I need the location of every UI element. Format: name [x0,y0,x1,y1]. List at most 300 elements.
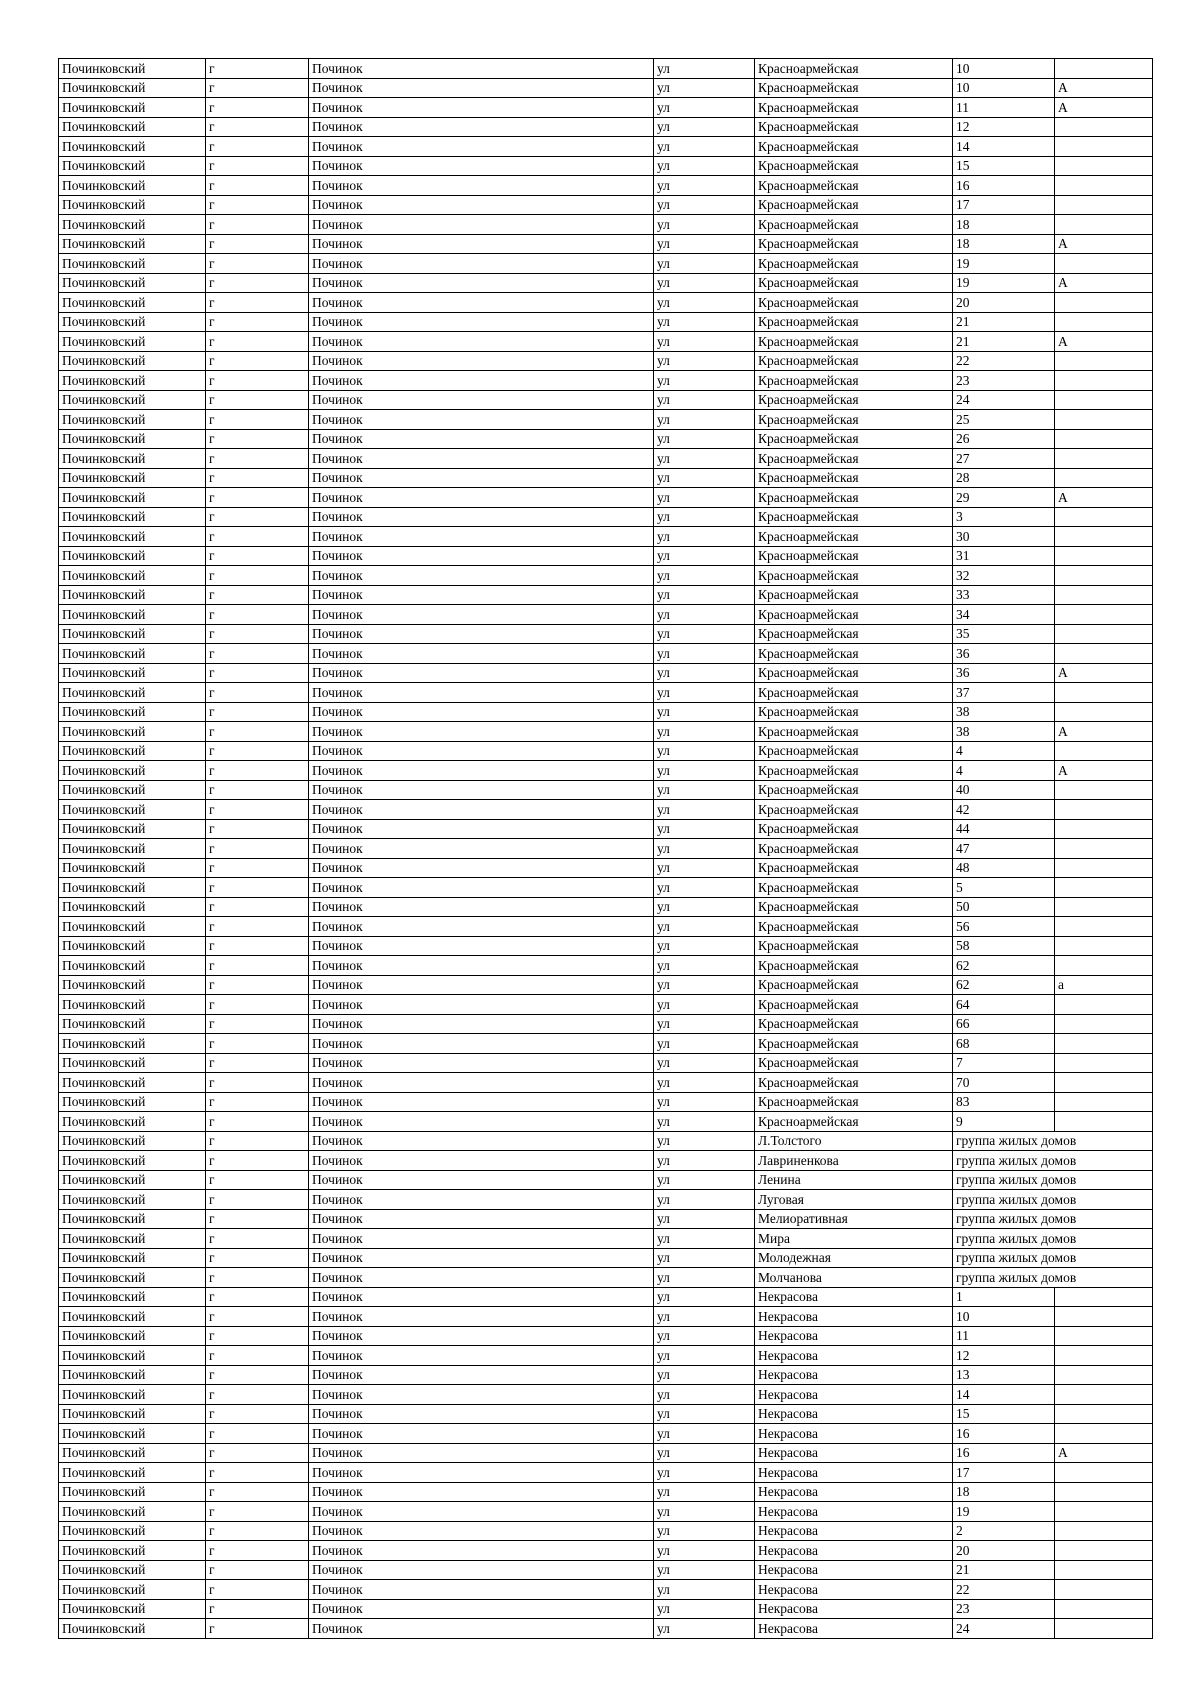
settlement-type-cell: г [206,527,309,547]
street-cell: Красноармейская [755,605,953,625]
table-row [59,956,1153,976]
house-number-cell: 35 [953,624,1055,644]
settlement-cell: Починок [309,176,654,196]
street-type-cell: ул [654,1229,755,1249]
house-number-cell: 30 [953,527,1055,547]
settlement-type-cell: г [206,59,309,79]
settlement-cell: Починок [309,59,654,79]
table-row [59,1092,1153,1112]
house-number-cell: 68 [953,1034,1055,1054]
house-number-cell: 42 [953,800,1055,820]
building-letter-cell [1055,1112,1153,1132]
table-row [59,176,1153,196]
table-row [59,1151,1153,1171]
table-row [59,273,1153,293]
street-cell: Красноармейская [755,956,953,976]
table-row [59,761,1153,781]
settlement-cell: Починок [309,1482,654,1502]
district-cell: Починковский [59,351,206,371]
building-letter-cell [1055,546,1153,566]
settlement-type-cell: г [206,683,309,703]
settlement-cell: Починок [309,215,654,235]
settlement-type-cell: г [206,1443,309,1463]
settlement-cell: Починок [309,1580,654,1600]
district-cell: Починковский [59,1482,206,1502]
building-letter-cell [1055,683,1153,703]
street-type-cell: ул [654,1248,755,1268]
settlement-type-cell: г [206,98,309,118]
settlement-cell: Починок [309,722,654,742]
street-type-cell: ул [654,1560,755,1580]
house-number-cell: 17 [953,195,1055,215]
street-cell: Красноармейская [755,1092,953,1112]
district-cell: Починковский [59,371,206,391]
settlement-type-cell: г [206,819,309,839]
street-cell: Красноармейская [755,59,953,79]
street-type-cell: ул [654,585,755,605]
house-number-cell: 10 [953,78,1055,98]
street-cell: Некрасова [755,1307,953,1327]
street-cell: Некрасова [755,1463,953,1483]
street-cell: Красноармейская [755,273,953,293]
building-letter-cell [1055,741,1153,761]
district-cell: Починковский [59,683,206,703]
house-number-cell: 10 [953,59,1055,79]
house-number-cell: группа жилых домов [953,1151,1153,1171]
settlement-type-cell: г [206,1502,309,1522]
building-letter-cell [1055,1073,1153,1093]
street-cell: Молодежная [755,1248,953,1268]
building-letter-cell: А [1055,98,1153,118]
building-letter-cell: а [1055,975,1153,995]
house-number-cell: 19 [953,273,1055,293]
table-row [59,1502,1153,1522]
settlement-cell: Починок [309,293,654,313]
building-letter-cell [1055,1307,1153,1327]
street-cell: Красноармейская [755,878,953,898]
settlement-type-cell: г [206,624,309,644]
street-type-cell: ул [654,605,755,625]
table-row [59,156,1153,176]
house-number-cell: 10 [953,1307,1055,1327]
street-type-cell: ул [654,1014,755,1034]
settlement-type-cell: г [206,1404,309,1424]
settlement-cell: Починок [309,332,654,352]
settlement-cell: Починок [309,1014,654,1034]
street-type-cell: ул [654,1599,755,1619]
settlement-cell: Починок [309,956,654,976]
street-type-cell: ул [654,683,755,703]
settlement-cell: Починок [309,410,654,430]
settlement-cell: Починок [309,156,654,176]
district-cell: Починковский [59,566,206,586]
building-letter-cell [1055,1619,1153,1639]
building-letter-cell [1055,156,1153,176]
street-cell: Красноармейская [755,1112,953,1132]
table-row [59,1404,1153,1424]
settlement-type-cell: г [206,1365,309,1385]
street-cell: Некрасова [755,1326,953,1346]
settlement-cell: Починок [309,1209,654,1229]
settlement-type-cell: г [206,1248,309,1268]
settlement-cell: Починок [309,566,654,586]
settlement-cell: Починок [309,1268,654,1288]
street-type-cell: ул [654,371,755,391]
street-cell: Некрасова [755,1619,953,1639]
street-cell: Красноармейская [755,1034,953,1054]
settlement-cell: Починок [309,702,654,722]
street-type-cell: ул [654,1268,755,1288]
settlement-type-cell: г [206,1268,309,1288]
building-letter-cell [1055,195,1153,215]
settlement-type-cell: г [206,722,309,742]
settlement-cell: Починок [309,195,654,215]
settlement-cell: Починок [309,117,654,137]
street-type-cell: ул [654,1287,755,1307]
table-row [59,819,1153,839]
street-cell: Некрасова [755,1424,953,1444]
settlement-type-cell: г [206,839,309,859]
district-cell: Починковский [59,839,206,859]
table-row [59,59,1153,79]
settlement-type-cell: г [206,917,309,937]
street-type-cell: ул [654,917,755,937]
building-letter-cell [1055,1502,1153,1522]
district-cell: Починковский [59,1502,206,1522]
settlement-cell: Починок [309,1541,654,1561]
street-cell: Красноармейская [755,741,953,761]
house-number-cell: группа жилых домов [953,1131,1153,1151]
house-number-cell: 16 [953,176,1055,196]
table-row [59,293,1153,313]
street-type-cell: ул [654,624,755,644]
table-row [59,1229,1153,1249]
table-row [59,1560,1153,1580]
settlement-cell: Починок [309,429,654,449]
table-row [59,1541,1153,1561]
settlement-cell: Починок [309,644,654,664]
district-cell: Починковский [59,390,206,410]
table-row [59,566,1153,586]
settlement-cell: Починок [309,1424,654,1444]
table-row [59,1521,1153,1541]
district-cell: Починковский [59,800,206,820]
house-number-cell: 21 [953,312,1055,332]
house-number-cell: 20 [953,1541,1055,1561]
table-row [59,1385,1153,1405]
house-number-cell: 19 [953,254,1055,274]
settlement-type-cell: г [206,975,309,995]
district-cell: Починковский [59,624,206,644]
table-row [59,702,1153,722]
street-type-cell: ул [654,195,755,215]
settlement-type-cell: г [206,800,309,820]
house-number-cell: 2 [953,1521,1055,1541]
district-cell: Починковский [59,741,206,761]
district-cell: Починковский [59,254,206,274]
house-number-cell: 18 [953,1482,1055,1502]
house-number-cell: 36 [953,644,1055,664]
settlement-type-cell: г [206,1287,309,1307]
table-row [59,741,1153,761]
street-cell: Некрасова [755,1287,953,1307]
settlement-cell: Починок [309,1619,654,1639]
settlement-cell: Починок [309,1151,654,1171]
settlement-cell: Починок [309,1404,654,1424]
table-row [59,1268,1153,1288]
street-type-cell: ул [654,644,755,664]
district-cell: Починковский [59,1014,206,1034]
district-cell: Починковский [59,780,206,800]
street-cell: Некрасова [755,1346,953,1366]
settlement-cell: Починок [309,585,654,605]
district-cell: Починковский [59,1073,206,1093]
street-cell: Красноармейская [755,995,953,1015]
building-letter-cell [1055,1424,1153,1444]
house-number-cell: 7 [953,1053,1055,1073]
street-cell: Красноармейская [755,780,953,800]
street-type-cell: ул [654,137,755,157]
house-number-cell: 21 [953,1560,1055,1580]
street-cell: Красноармейская [755,488,953,508]
street-cell: Красноармейская [755,390,953,410]
street-cell: Красноармейская [755,98,953,118]
settlement-cell: Починок [309,1248,654,1268]
street-cell: Некрасова [755,1599,953,1619]
house-number-cell: 62 [953,956,1055,976]
street-type-cell: ул [654,1190,755,1210]
table-row [59,1112,1153,1132]
district-cell: Починковский [59,488,206,508]
district-cell: Починковский [59,1580,206,1600]
house-number-cell: 40 [953,780,1055,800]
house-number-cell: группа жилых домов [953,1209,1153,1229]
settlement-cell: Починок [309,234,654,254]
district-cell: Починковский [59,273,206,293]
table-row [59,683,1153,703]
building-letter-cell [1055,1482,1153,1502]
table-row [59,1463,1153,1483]
house-number-cell: 44 [953,819,1055,839]
house-number-cell: 29 [953,488,1055,508]
building-letter-cell [1055,878,1153,898]
house-number-cell: 24 [953,1619,1055,1639]
street-cell: Красноармейская [755,176,953,196]
table-row [59,1619,1153,1639]
settlement-type-cell: г [206,995,309,1015]
settlement-type-cell: г [206,468,309,488]
street-type-cell: ул [654,1170,755,1190]
building-letter-cell [1055,468,1153,488]
settlement-type-cell: г [206,936,309,956]
street-cell: Красноармейская [755,507,953,527]
table-row [59,410,1153,430]
district-cell: Починковский [59,1053,206,1073]
settlement-type-cell: г [206,1053,309,1073]
street-type-cell: ул [654,780,755,800]
street-type-cell: ул [654,1307,755,1327]
settlement-type-cell: г [206,1034,309,1054]
table-row [59,546,1153,566]
building-letter-cell [1055,1580,1153,1600]
settlement-cell: Починок [309,1092,654,1112]
settlement-type-cell: г [206,1131,309,1151]
street-type-cell: ул [654,897,755,917]
district-cell: Починковский [59,137,206,157]
district-cell: Починковский [59,59,206,79]
building-letter-cell: А [1055,761,1153,781]
house-number-cell: 1 [953,1287,1055,1307]
table-row [59,390,1153,410]
street-type-cell: ул [654,566,755,586]
street-cell: Некрасова [755,1521,953,1541]
district-cell: Починковский [59,1131,206,1151]
settlement-type-cell: г [206,1326,309,1346]
house-number-cell: 28 [953,468,1055,488]
street-type-cell: ул [654,1365,755,1385]
house-number-cell: 33 [953,585,1055,605]
settlement-cell: Починок [309,1560,654,1580]
district-cell: Починковский [59,1307,206,1327]
district-cell: Починковский [59,1424,206,1444]
street-type-cell: ул [654,98,755,118]
table-row [59,995,1153,1015]
street-cell: Некрасова [755,1560,953,1580]
street-type-cell: ул [654,312,755,332]
table-row [59,1443,1153,1463]
house-number-cell: 12 [953,117,1055,137]
settlement-type-cell: г [206,897,309,917]
building-letter-cell: А [1055,1443,1153,1463]
street-cell: Красноармейская [755,293,953,313]
street-cell: Красноармейская [755,468,953,488]
table-row [59,371,1153,391]
table-row [59,449,1153,469]
building-letter-cell [1055,1365,1153,1385]
street-type-cell: ул [654,702,755,722]
street-type-cell: ул [654,741,755,761]
building-letter-cell [1055,624,1153,644]
settlement-type-cell: г [206,605,309,625]
settlement-cell: Починок [309,897,654,917]
house-number-cell: 83 [953,1092,1055,1112]
table-row [59,722,1153,742]
street-type-cell: ул [654,1092,755,1112]
street-type-cell: ул [654,1463,755,1483]
settlement-cell: Починок [309,819,654,839]
street-cell: Красноармейская [755,156,953,176]
settlement-cell: Починок [309,507,654,527]
house-number-cell: 22 [953,1580,1055,1600]
building-letter-cell [1055,956,1153,976]
district-cell: Починковский [59,215,206,235]
street-type-cell: ул [654,410,755,430]
settlement-type-cell: г [206,312,309,332]
table-row [59,1346,1153,1366]
settlement-type-cell: г [206,1521,309,1541]
settlement-cell: Починок [309,527,654,547]
building-letter-cell [1055,1560,1153,1580]
street-type-cell: ул [654,1502,755,1522]
settlement-type-cell: г [206,1619,309,1639]
table-row [59,780,1153,800]
street-type-cell: ул [654,761,755,781]
table-row [59,507,1153,527]
district-cell: Починковский [59,819,206,839]
street-cell: Красноармейская [755,215,953,235]
street-type-cell: ул [654,488,755,508]
street-cell: Красноармейская [755,819,953,839]
street-cell: Красноармейская [755,429,953,449]
settlement-type-cell: г [206,234,309,254]
district-cell: Починковский [59,546,206,566]
settlement-type-cell: г [206,215,309,235]
settlement-cell: Починок [309,1170,654,1190]
settlement-type-cell: г [206,449,309,469]
street-type-cell: ул [654,1209,755,1229]
building-letter-cell: А [1055,722,1153,742]
house-number-cell: группа жилых домов [953,1229,1153,1249]
street-type-cell: ул [654,975,755,995]
district-cell: Починковский [59,1619,206,1639]
district-cell: Починковский [59,936,206,956]
settlement-type-cell: г [206,1560,309,1580]
district-cell: Починковский [59,429,206,449]
settlement-type-cell: г [206,1190,309,1210]
street-cell: Некрасова [755,1365,953,1385]
settlement-cell: Починок [309,663,654,683]
settlement-type-cell: г [206,546,309,566]
settlement-cell: Починок [309,1073,654,1093]
table-row [59,839,1153,859]
district-cell: Починковский [59,644,206,664]
building-letter-cell [1055,59,1153,79]
house-number-cell: 5 [953,878,1055,898]
district-cell: Починковский [59,605,206,625]
settlement-cell: Починок [309,800,654,820]
street-type-cell: ул [654,1385,755,1405]
settlement-cell: Починок [309,878,654,898]
street-cell: Красноармейская [755,332,953,352]
street-cell: Мира [755,1229,953,1249]
building-letter-cell [1055,1034,1153,1054]
house-number-cell: 47 [953,839,1055,859]
building-letter-cell [1055,1385,1153,1405]
house-number-cell: 23 [953,1599,1055,1619]
building-letter-cell [1055,254,1153,274]
street-type-cell: ул [654,1580,755,1600]
street-type-cell: ул [654,858,755,878]
street-type-cell: ул [654,878,755,898]
building-letter-cell [1055,507,1153,527]
table-row [59,663,1153,683]
district-cell: Починковский [59,1365,206,1385]
building-letter-cell [1055,1326,1153,1346]
house-number-cell: 18 [953,234,1055,254]
settlement-cell: Починок [309,1287,654,1307]
settlement-cell: Починок [309,98,654,118]
street-cell: Красноармейская [755,1073,953,1093]
settlement-cell: Починок [309,1326,654,1346]
building-letter-cell [1055,1014,1153,1034]
settlement-type-cell: г [206,761,309,781]
street-cell: Красноармейская [755,78,953,98]
district-cell: Починковский [59,507,206,527]
street-type-cell: ул [654,1112,755,1132]
table-row [59,117,1153,137]
district-cell: Починковский [59,1326,206,1346]
settlement-type-cell: г [206,1385,309,1405]
